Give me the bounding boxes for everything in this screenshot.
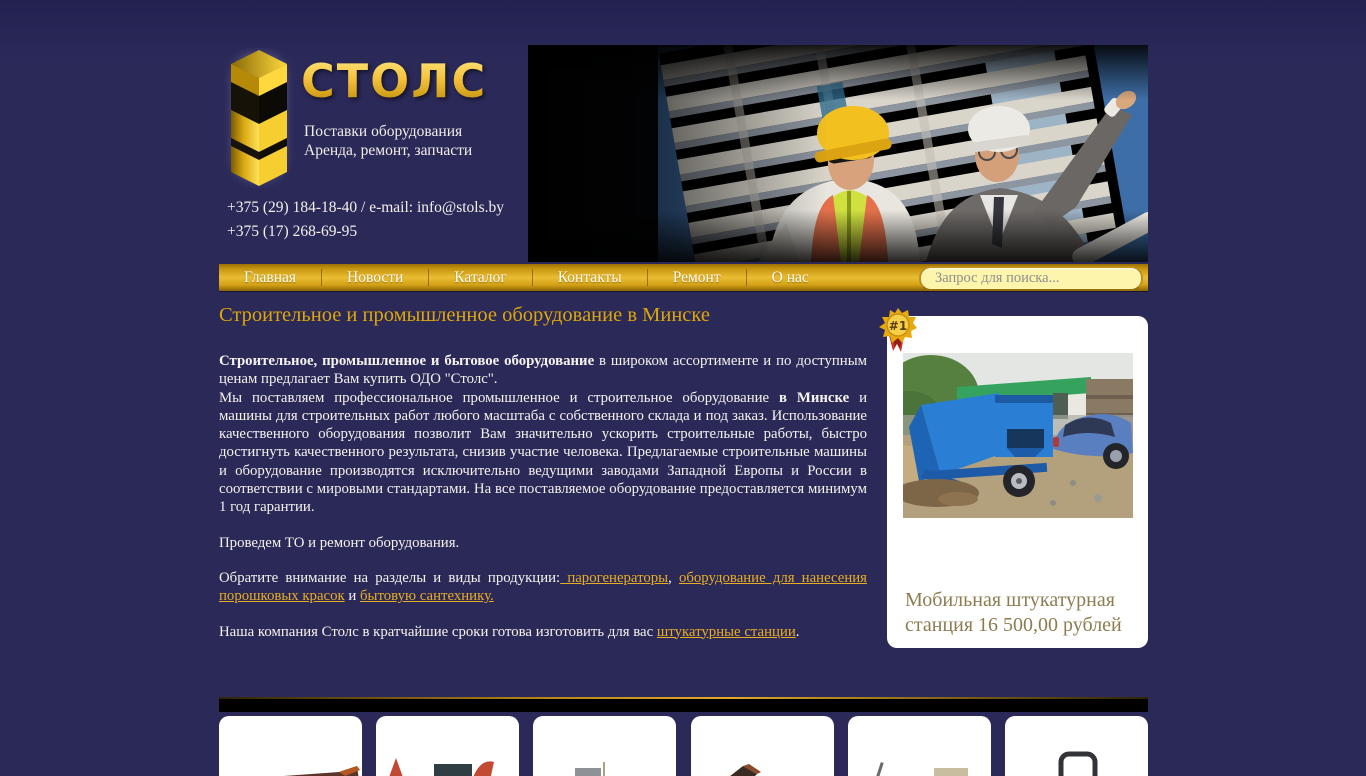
link-steam-generators[interactable]: парогенераторы bbox=[560, 570, 668, 586]
product-5-photo bbox=[848, 760, 991, 776]
product-thumbnail-4[interactable] bbox=[691, 716, 834, 776]
paragraph-service: Проведем ТО и ремонт оборудования. bbox=[219, 534, 867, 552]
supply-text-start: Мы поставляем профессиональное промышленное и строительное оборудование bbox=[219, 390, 779, 406]
paragraph-plaster-stations bbox=[219, 623, 867, 641]
brand-tagline bbox=[304, 122, 472, 160]
product-4-photo bbox=[691, 762, 834, 776]
nav-item-about[interactable]: О нас bbox=[746, 269, 834, 286]
content-area bbox=[219, 0, 1148, 768]
svg-text:#1: #1 bbox=[889, 319, 907, 333]
nav-item-catalog[interactable]: Каталог bbox=[428, 269, 531, 286]
main-navigation bbox=[219, 264, 1148, 291]
product-thumbnail-1[interactable] bbox=[219, 716, 362, 776]
product-6-photo bbox=[1005, 750, 1148, 776]
links-separator-2: и bbox=[345, 588, 360, 604]
featured-product-caption: Мобильная штукатурная станция 16 500,00 рублей bbox=[905, 588, 1135, 638]
gold-divider-line bbox=[219, 697, 1148, 699]
supply-text-rest: и машины для строительных работ любого масштаба с собственного склада и под заказ. Использование качественного оборудования позволит Вам значительно ускорить строительные работы, быстро достигнуть качественного результата, снизив участие человека. Предлагаемые строительные машины и оборудование производятся исключительно ведущими заводами Западной Европы и России в соответствии с мировыми стандартами. На все поставляемое оборудование предоставляется минимум 1 год гарантии. bbox=[219, 390, 867, 516]
supply-bold-minsk: в Минске bbox=[779, 390, 849, 406]
product-thumbnail-3[interactable] bbox=[533, 716, 676, 776]
link-plaster-stations[interactable]: штукатурные станции bbox=[657, 624, 796, 640]
product-photo bbox=[903, 353, 1133, 518]
phone-email-line: +375 (29) 184-18-40 / e-mail: info@stols.by bbox=[227, 196, 504, 220]
product-thumbnail-2[interactable] bbox=[376, 716, 519, 776]
mobile-plaster-station-photo bbox=[903, 353, 1133, 518]
number-one-award-badge-icon bbox=[879, 307, 917, 353]
links-intro-text: Обратите внимание на разделы и виды продукции: bbox=[219, 570, 560, 586]
product-1-photo bbox=[219, 758, 362, 776]
tagline-line-1: Поставки оборудования bbox=[304, 122, 472, 141]
product-thumbnail-5[interactable] bbox=[848, 716, 991, 776]
brand-logo[interactable] bbox=[221, 46, 521, 186]
product-2-photo bbox=[376, 754, 519, 776]
paragraph-lead bbox=[219, 352, 867, 389]
nav-item-repair[interactable]: Ремонт bbox=[647, 269, 746, 286]
intro-text bbox=[219, 352, 867, 641]
nav-item-home[interactable]: Главная bbox=[219, 269, 321, 286]
contact-info bbox=[227, 196, 504, 244]
link-household-plumbing[interactable]: бытовую сантехнику. bbox=[360, 588, 494, 604]
product-thumbnail-row bbox=[219, 716, 1148, 776]
nav-item-contacts[interactable]: Контакты bbox=[532, 269, 647, 286]
paragraph-supply bbox=[219, 389, 867, 517]
nav-item-news[interactable]: Новости bbox=[321, 269, 428, 286]
search-input[interactable] bbox=[919, 266, 1143, 291]
hero-image bbox=[528, 45, 1148, 262]
lead-rest-text: в широком ассортименте и по доступным ценам предлагает Вам купить ОДО "Столс". bbox=[219, 353, 867, 387]
plaster-text-end: . bbox=[796, 624, 800, 640]
brand-name: СТОЛС bbox=[301, 58, 487, 104]
plaster-text-start: Наша компания Столс в кратчайшие сроки готова изготовить для вас bbox=[219, 624, 657, 640]
construction-workers-photo bbox=[528, 45, 1148, 262]
lead-bold-text: Строительное, промышленное и бытовое оборудование bbox=[219, 353, 594, 369]
tagline-line-2: Аренда, ремонт, запчасти bbox=[304, 141, 472, 160]
stols-cube-logo-icon bbox=[223, 48, 295, 188]
section-divider bbox=[219, 697, 1148, 712]
links-separator-1: , bbox=[668, 570, 679, 586]
product-3-photo bbox=[533, 760, 676, 776]
search-box bbox=[919, 266, 1143, 291]
featured-product-card[interactable] bbox=[887, 316, 1148, 648]
paragraph-catalog-links bbox=[219, 569, 867, 606]
link-powder-coating-equipment[interactable]: оборудование для нанесения порошковых красок bbox=[219, 570, 867, 604]
phone-line: +375 (17) 268-69-95 bbox=[227, 220, 504, 244]
page-title: Строительное и промышленное оборудование в Минске bbox=[219, 304, 710, 327]
product-thumbnail-6[interactable] bbox=[1005, 716, 1148, 776]
